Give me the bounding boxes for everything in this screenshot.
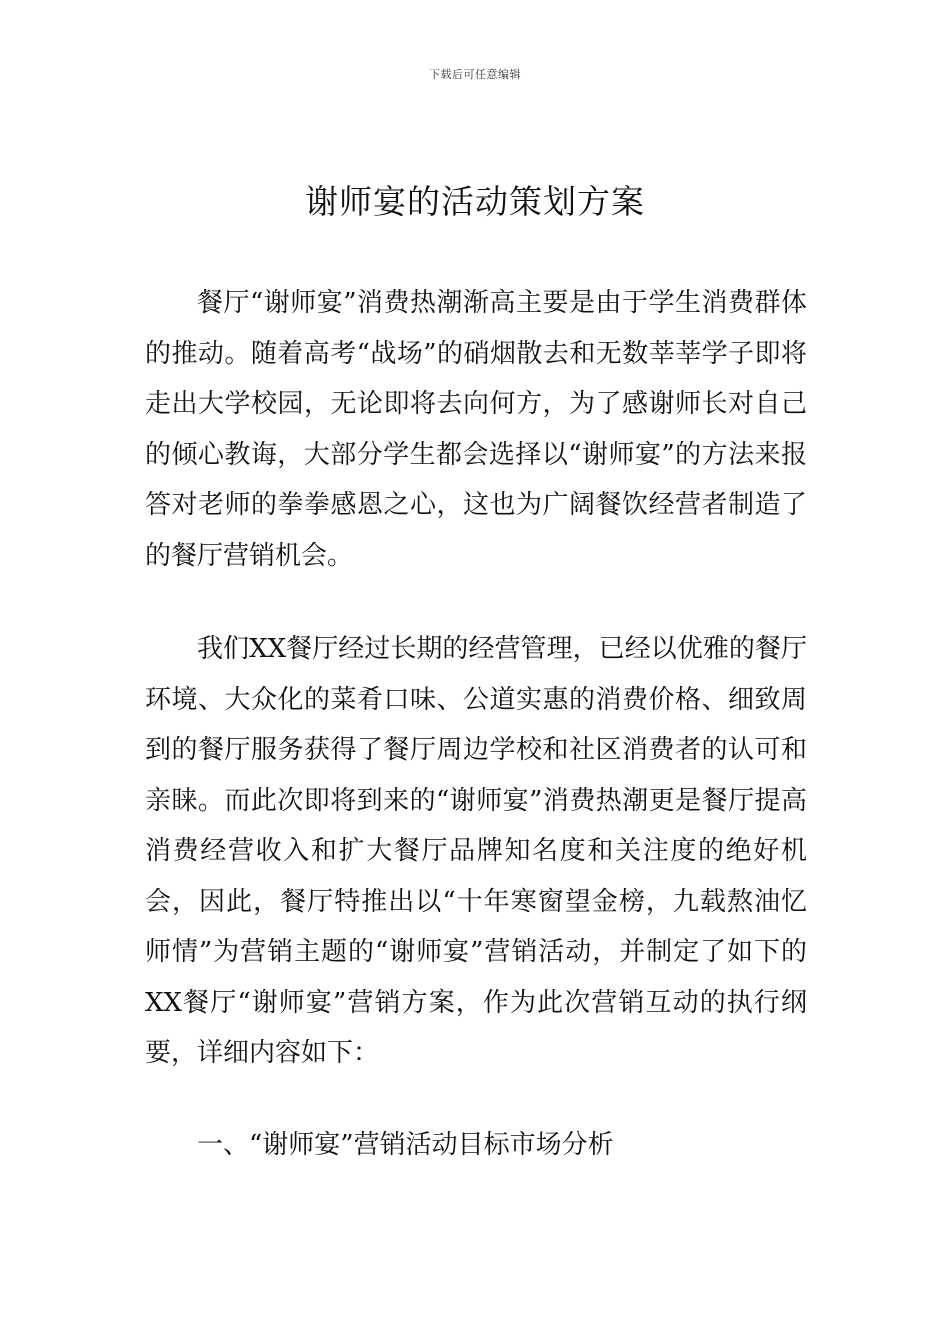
header-note: 下载后可任意编辑 bbox=[429, 68, 521, 81]
document-title: 谢师宴的活动策划方案 bbox=[305, 182, 645, 221]
paragraph-restaurant: 我们XX餐厅经过长期的经营管理，已经以优雅的餐厅环境、大众化的菜肴口味、公道实惠的消费价格、细致周到的餐厅服务获得了餐厅周边学校和社区消费者的认可和亲睐。而此次即将到来的“谢师宴”消费热潮更是餐厅提高消费经营收入和扩大餐厅品牌知名度和关注度的绝好机会，因此，餐厅特推出以“十年寒窗望金榜，九载熬油忆师情”为营销主题的“谢师宴”营销活动，并制定了如下的XX餐厅“谢师宴”营销方案，作为此次营销互动的执行纲要，详细内容如下： bbox=[145, 634, 807, 1068]
section-heading: 一、“谢师宴”营销活动目标市场分析 bbox=[197, 1130, 614, 1160]
paragraph-intro: 餐厅“谢师宴”消费热潮渐高主要是由于学生消费群体的推动。随着高考“战场”的硝烟散去和无数莘莘学子即将走出大学校园，无论即将去向何方，为了感谢师长对自己的倾心教诲，大部分学生都会选择以“谢师宴”的方法来报答对老师的拳拳感恩之心，这也为广阔餐饮经营者制造了的餐厅营销机会。 bbox=[145, 288, 807, 571]
